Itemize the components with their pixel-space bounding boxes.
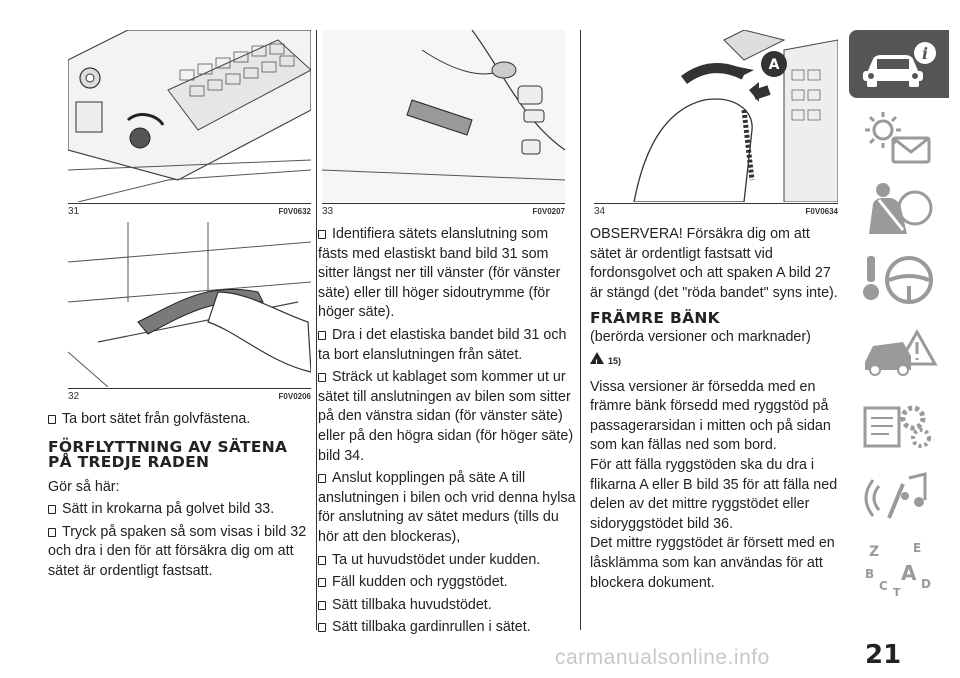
list-item-text: Anslut kopplingen på säte A till anslutningen i bilen och vrid denna hylsa för anslutning av sätet medurs (tills du hör att den blockeras), <box>318 470 576 545</box>
section-subheading: (berörda versioner och marknader) <box>590 329 811 346</box>
section-heading: FRÄMRE BÄNK <box>590 309 720 328</box>
figure-number: 33 <box>322 206 334 217</box>
svg-text:E: E <box>913 541 922 555</box>
column-2-text <box>318 225 576 641</box>
svg-text:T: T <box>893 586 901 598</box>
svg-text:A: A <box>901 561 917 585</box>
tab-car-info[interactable] <box>849 30 949 98</box>
list-item <box>318 551 576 571</box>
figure-number: 31 <box>68 206 80 217</box>
list-item <box>48 410 310 430</box>
svg-text:Z: Z <box>869 544 880 560</box>
checkbox-bullet-icon <box>318 230 326 239</box>
index-letters-icon <box>859 538 939 598</box>
warning-lights-icon <box>859 106 939 166</box>
list-item-text: Ta bort sätet från golvfästena. <box>62 411 251 427</box>
figure-32-image <box>68 222 311 387</box>
checkbox-bullet-icon <box>318 474 326 483</box>
multimedia-icon <box>859 466 939 526</box>
paragraph: För att fälla ryggstöden ska du dra i flikarna A eller B bild 35 för att fälla ned delen av det mittre ryggstödet eller sidoryggstödet bild 36. <box>590 456 838 532</box>
list-item-text: Ta ut huvudstödet under kudden. <box>332 551 541 568</box>
tab-warning-lights[interactable] <box>849 102 949 170</box>
figure-31-caption <box>68 203 311 220</box>
svg-text:B: B <box>865 567 875 581</box>
figure-34-caption <box>594 203 838 220</box>
checkbox-bullet-icon <box>318 601 326 610</box>
warning-reference <box>590 352 840 372</box>
list-item-text: Sätt tillbaka huvudstödet. <box>332 596 492 613</box>
list-item-text: Sträck ut kablaget som kommer ut ur sätet till anslutningen av bilen som sitter på den vänstra sidan (för vänster säte) eller på den högra sidan (för höger säte) bild 34. <box>318 369 574 464</box>
column-divider <box>316 30 317 630</box>
figure-33-caption <box>322 203 565 220</box>
column-divider <box>580 30 581 630</box>
intro-text: Gör så här: <box>48 478 120 495</box>
figure-34-label-a: A <box>768 57 780 73</box>
checkbox-bullet-icon <box>48 415 56 424</box>
figure-code: F0V0634 <box>805 207 838 216</box>
list-item-text: Fäll kudden och ryggstödet. <box>332 574 508 591</box>
checkbox-bullet-icon <box>318 623 326 632</box>
tab-safety[interactable] <box>849 174 949 242</box>
checkbox-bullet-icon <box>318 331 326 340</box>
list-item <box>48 500 310 520</box>
figure-code: F0V0207 <box>532 207 565 216</box>
checkbox-bullet-icon <box>318 578 326 587</box>
list-item <box>318 368 576 466</box>
figure-number: 32 <box>68 391 80 402</box>
figure-34-image <box>594 30 838 202</box>
figure-code: F0V0632 <box>278 207 311 216</box>
steering-wheel-key-icon <box>859 250 939 310</box>
list-item-text: Identifiera sätets elanslutning som fästs med elastiskt band bild 31 som sitter längst ner till vänster (för vänster säte) eller till höger sidoutrymme (för höger säte). <box>318 226 561 321</box>
svg-text:i: i <box>921 44 929 63</box>
column-3-text <box>590 225 840 593</box>
checkbox-bullet-icon <box>48 528 56 537</box>
checkbox-bullet-icon <box>48 505 56 514</box>
section-heading: FÖRFLYTTNING AV SÄTENA PÅ TREDJE RADEN <box>48 437 288 471</box>
list-item-text: Tryck på spaken så som visas i bild 32 och dra i den för att försäkra dig om att sätet är ordentligt fastsatt. <box>48 523 307 579</box>
note-text: OBSERVERA! Försäkra dig om att sätet är ordentligt fastsatt vid fordonsgolvet och att spaken A bild 27 är stängd (det "röda bandet" syns inte). <box>590 226 838 301</box>
tab-starting-driving[interactable] <box>849 246 949 314</box>
figure-code: F0V0206 <box>278 392 311 401</box>
figure-33-image <box>322 30 565 202</box>
warning-ref-text: 15) <box>608 355 622 366</box>
tab-multimedia[interactable] <box>849 462 949 530</box>
svg-text:C: C <box>879 579 888 593</box>
column-1-text <box>48 410 310 585</box>
list-item-text: Dra i det elastiska bandet bild 31 och ta bort elanslutningen från sätet. <box>318 326 567 363</box>
warning-triangle-icon <box>590 352 604 364</box>
list-item <box>318 469 576 547</box>
figure-number: 34 <box>594 206 606 217</box>
car-info-icon <box>859 39 939 89</box>
checkbox-bullet-icon <box>318 373 326 382</box>
list-item <box>318 225 576 323</box>
tab-emergency[interactable] <box>849 318 949 386</box>
list-item <box>318 326 576 365</box>
list-item <box>318 618 576 638</box>
accident-emergency-icon <box>859 322 939 382</box>
paragraph: Det mittre ryggstödet är försett med en låsklämma som kan användas för att blockera dokument. <box>590 535 835 591</box>
svg-text:D: D <box>921 577 931 591</box>
checkbox-bullet-icon <box>318 556 326 565</box>
list-item <box>318 573 576 593</box>
figure-32-caption <box>68 388 311 405</box>
list-item <box>318 596 576 616</box>
tab-index[interactable] <box>849 534 949 602</box>
tab-maintenance[interactable] <box>849 390 949 458</box>
maintenance-gears-icon <box>859 394 939 454</box>
figure-31-image <box>68 30 311 202</box>
watermark-text: carmanualsonline.info <box>555 646 770 669</box>
list-item-text: Sätt in krokarna på golvet bild 33. <box>62 501 275 518</box>
page-number: 21 <box>865 640 902 670</box>
airbag-safety-icon <box>859 178 939 238</box>
list-item <box>48 523 310 582</box>
list-item-text: Sätt tillbaka gardinrullen i sätet. <box>332 619 531 636</box>
paragraph: Vissa versioner är försedda med en främre bänk försedd med ryggstöd på passagerarsidan i mitten och på sidan som kan fällas ned som bord. <box>590 378 831 454</box>
chapter-tabs-sidebar <box>849 30 957 606</box>
